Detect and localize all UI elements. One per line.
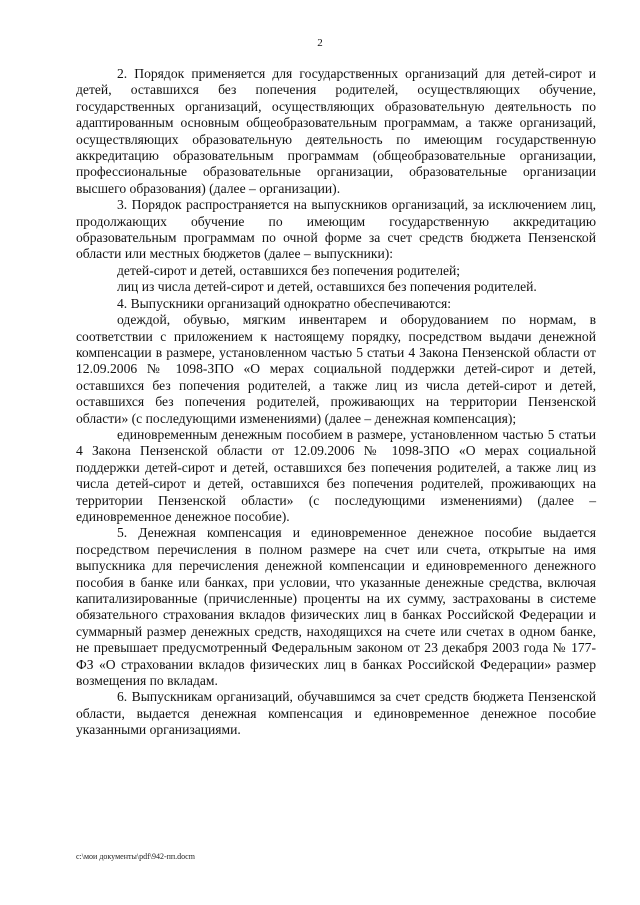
footer-file-path: c:\мои документы\pdf\942-пп.docm <box>76 852 195 861</box>
paragraph-6-budget: 6. Выпускникам организаций, обучавшимся за счет средств бюджета Пензенской области, выдается денежная компенсация и единовременное денежное пособие указанными организациями. <box>76 689 596 738</box>
paragraph-5-payment: 5. Денежная компенсация и единовременное денежное пособие выдается посредством перечисления в полном размере на счет или счета, открытые на имя выпускника для перечисления денежной компенсации и единовременного денежного пособия в банке или банках, при условии, что указанные денежные средства, включая капитализированные (причисленные) проценты на их сумму, застрахованы в системе обязательного страхования вкладов физических лиц в банках Российской Федерации и суммарный размер денежных средств, находящихся на счете или счетах в одном банке, не превышает предусмотренный Федеральным законом от 23 декабря 2003 года № 177-ФЗ «О страховании вкладов физических лиц в банках Российской Федерации» размер возмещения по вкладам. <box>76 525 596 689</box>
list-item-lump-sum-allowance: единовременным денежным пособием в размере, установленном частью 5 статьи 4 Закона Пензенской области от 12.09.2006 № 1098-ЗПО «О мерах социальной поддержки детей-сирот и детей, оставшихся без попечения родителей, а также лиц из числа детей-сирот и детей, оставшихся без попечения родителей, проживающих на территории Пензенской области» (с последующими изменениями) (далее – единовременное денежное пособие). <box>76 426 596 524</box>
list-item-orphans: детей-сирот и детей, оставшихся без попечения родителей; <box>117 262 461 278</box>
paragraph-2-scope: 2. Порядок применяется для государственных организаций для детей-сирот и детей, оставшихся без попечения родителей, осуществляющих обучение, государственных организаций, осуществляющих образовательную деятельность по адаптированным основным общеобразовательным программам, а также организаций, осуществляющих образовательную деятельность по имеющим государственную аккредитацию образовательным программам (общеобразовательные организации, профессиональные образовательные организации, образовательные организации высшего образования) (далее – организации). <box>76 66 596 196</box>
list-item-former-orphans: лиц из числа детей-сирот и детей, оставшихся без попечения родителей. <box>117 279 537 295</box>
paragraph-3-applicability: 3. Порядок распространяется на выпускников организаций, за исключением лиц, продолжающих обучение по имеющим государственную аккредитацию образовательным программам по очной форме за счет средств бюджета Пензенской области или местных бюджетов (далее – выпускники): <box>76 197 596 262</box>
document-body <box>76 66 596 739</box>
paragraph-4-provision: 4. Выпускники организаций однократно обеспечиваются: <box>117 295 452 311</box>
page-number: 2 <box>317 37 323 49</box>
list-item-clothing-compensation: одеждой, обувью, мягким инвентарем и оборудованием по нормам, в соответствии с приложением к настоящему порядку, посредством выдачи денежной компенсации в размере, установленном частью 5 статьи 4 Закона Пензенской области от 12.09.2006 № 1098-ЗПО «О мерах социальной поддержки детей-сирот и детей, оставшихся без попечения родителей, а также лиц из числа детей-сирот и детей, оставшихся без попечения родителей, проживающих на территории Пензенской области» (с последующими изменениями) (далее – денежная компенсация); <box>76 312 596 426</box>
